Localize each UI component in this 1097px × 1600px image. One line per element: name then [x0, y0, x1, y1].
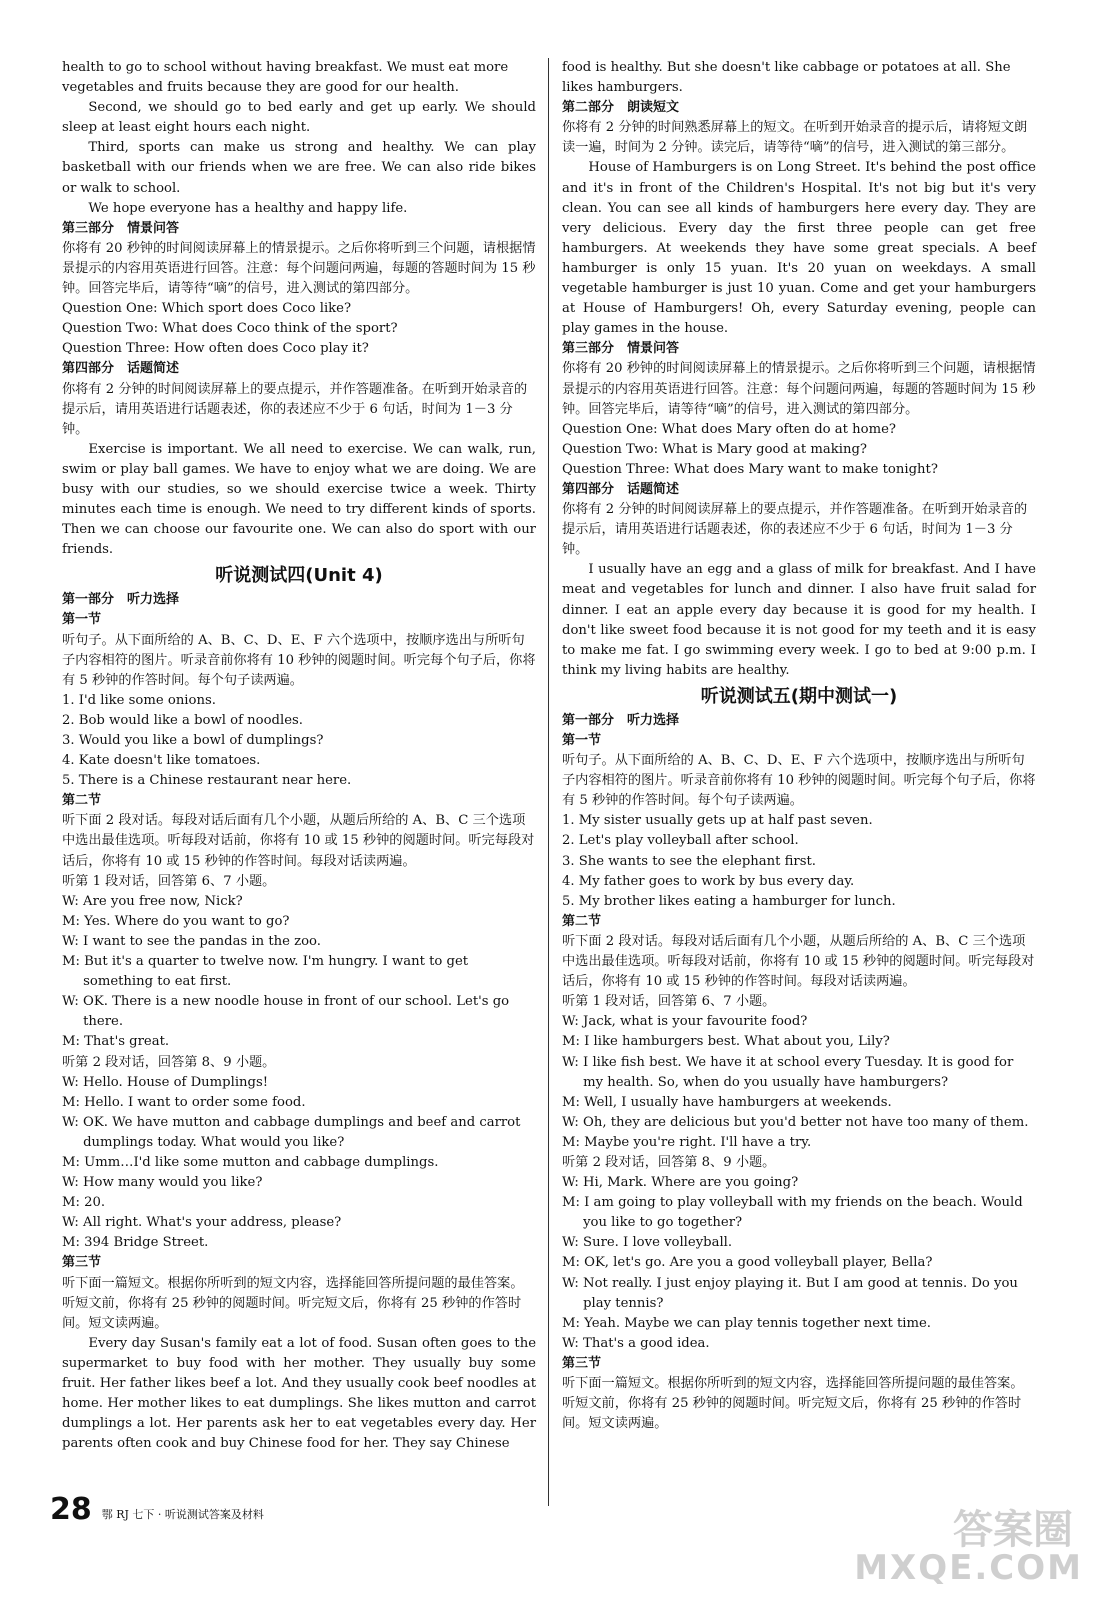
dialogue-line: M: 394 Bridge Street.	[62, 1235, 209, 1251]
watermark-text: MXQE.COM	[854, 1548, 1083, 1588]
dialogue-line: W: Are you free now, Nick?	[62, 893, 243, 909]
section-heading: 第三节	[562, 1355, 602, 1371]
text-line: health to go to school without having breakfast. We must eat more vegetables and fruits because they are good for our health.	[62, 60, 509, 96]
text-line: Question One: Which sport does Coco like?	[62, 301, 352, 317]
dialogue-line: W: Not really. I just enjoy playing it. But I am good at tennis. Do you play tennis?	[562, 1275, 1018, 1311]
text-line: 3. She wants to see the elephant first.	[562, 853, 816, 869]
section-heading: 第三节	[62, 1255, 102, 1271]
dialogue-line: M: But it's a quarter to twelve now. I'm hungry. I want to get something to eat first.	[62, 954, 469, 990]
section-heading: 第二部分 朗读短文	[562, 100, 680, 116]
dialogue-line: W: That's a good idea.	[562, 1335, 710, 1351]
text-line: Question Three: What does Mary want to make tonight?	[562, 461, 938, 477]
text-line: 听第 2 段对话，回答第 8、9 小题。	[62, 1054, 276, 1070]
text-line: 你将有 2 分钟的时间阅读屏幕上的要点提示，并作答题准备。在听到开始录音的提示后，请用英语进行话题表述，你的表述应不少于 6 句话，时间为 1－3 分钟。	[562, 502, 1028, 558]
dialogue-line: M: Maybe you're right. I'll have a try.	[562, 1134, 812, 1150]
text-line: 听下面 2 段对话。每段对话后面有几个小题，从题后所给的 A、B、C 三个选项中选出最佳选项。听每段对话前，你将有 10 或 15 秒钟的阅题时间。听完每段对话后，你将有 10 或 15 秒钟的作答时间。每段对话读两遍。	[62, 813, 535, 869]
dialogue-line: W: I want to see the pandas in the zoo.	[62, 933, 321, 949]
page-number: 28	[50, 1492, 92, 1527]
paragraph: Third, sports can make us strong and healthy. We can play basketball with our friends when we are free. We can also ride bikes or walk to school.	[62, 140, 536, 196]
dialogue-line: M: That's great.	[62, 1034, 170, 1050]
text-line: Question One: What does Mary often do at home?	[562, 421, 896, 437]
dialogue-line: M: I am going to play volleyball with my friends on the beach. Would you like to go together?	[562, 1195, 1023, 1231]
text-line: 听句子。从下面所给的 A、B、C、D、E、F 六个选项中，按顺序选出与所听句子内容相符的图片。听录音前你将有 10 秒钟的阅题时间。听完每个句子后，你将有 5 秒钟的作答时间。每个句子读两遍。	[62, 632, 536, 688]
dialogue-line: W: Jack, what is your favourite food?	[562, 1014, 808, 1030]
paragraph: Every day Susan's family eat a lot of food. Susan often goes to the supermarket to buy food with her mother. They usually buy some fruit. Her father likes beef a lot. And they usually cook beef noodles at home. Her mother likes to eat dumplings. She likes mutton and carrot dumplings a lot. Her parents ask her to eat vegetables every day. Her parents often cook and buy Chinese food for her. They say Chinese	[62, 1335, 536, 1452]
dialogue-line: W: All right. What's your address, please?	[62, 1215, 342, 1231]
text-line: 听下面一篇短文。根据你所听到的短文内容，选择能回答所提问题的最佳答案。听短文前，你将有 25 秒钟的阅题时间。听完短文后，你将有 25 秒钟的作答时间。短文读两遍。	[62, 1275, 524, 1331]
text-line: 你将有 2 分钟的时间阅读屏幕上的要点提示，并作答题准备。在听到开始录音的提示后，请用英语进行话题表述，你的表述应不少于 6 句话，时间为 1－3 分钟。	[62, 381, 528, 437]
text-line: 听第 1 段对话，回答第 6、7 小题。	[62, 873, 276, 889]
text-line: 5. My brother likes eating a hamburger for lunch.	[562, 893, 896, 909]
dialogue-line: W: How many would you like?	[62, 1175, 263, 1191]
text-line: 听第 1 段对话，回答第 6、7 小题。	[562, 994, 776, 1010]
section-heading: 第一部分 听力选择	[62, 592, 180, 608]
section-heading: 第二节	[562, 913, 602, 929]
text-line: 4. My father goes to work by bus every day.	[562, 873, 855, 889]
text-line: 1. I'd like some onions.	[62, 692, 216, 708]
text-line: 5. There is a Chinese restaurant near here.	[62, 773, 352, 789]
text-line: 你将有 20 秒钟的时间阅读屏幕上的情景提示。之后你将听到三个问题，请根据情景提示的内容用英语进行回答。注意：每个问题问两遍，每题的答题时间为 15 秒钟。回答完毕后，请等待“嘀”的信号，进入测试的第四部分。	[62, 240, 536, 297]
dialogue-line: W: OK. There is a new noodle house in front of our school. Let's go there.	[62, 994, 510, 1030]
dialogue-line: W: Oh, they are delicious but you'd better not have too many of them.	[562, 1114, 1029, 1130]
dialogue-line: W: Hello. House of Dumplings!	[62, 1074, 269, 1090]
dialogue-line: W: Sure. I love volleyball.	[562, 1235, 733, 1251]
text-line: Question Three: How often does Coco play it?	[62, 341, 369, 357]
text-line: 听第 2 段对话，回答第 8、9 小题。	[562, 1154, 776, 1170]
text-line: 你将有 20 秒钟的时间阅读屏幕上的情景提示。之后你将听到三个问题，请根据情景提示的内容用英语进行回答。注意：每个问题问两遍，每题的答题时间为 15 秒钟。回答完毕后，请等待“嘀”的信号，进入测试的第四部分。	[562, 361, 1036, 417]
text-line: 你将有 2 分钟的时间熟悉屏幕上的短文。在听到开始录音的提示后，请将短文朗读一遍，时间为 2 分钟。读完后，请等待“嘀”的信号，进入测试的第三部分。	[562, 120, 1028, 156]
section-heading: 第四部分 话题简述	[562, 481, 680, 497]
text-line: Question Two: What is Mary good at making?	[562, 441, 867, 457]
test-title: 听说测试四(Unit 4)	[215, 565, 383, 587]
footer-caption: 鄂 RJ 七下 · 听说测试答案及材料	[101, 1508, 264, 1521]
dialogue-line: M: I like hamburgers best. What about you, Lily?	[562, 1034, 890, 1050]
text-line: 3. Would you like a bowl of dumplings?	[62, 733, 324, 748]
paragraph: We hope everyone has a healthy and happy life.	[88, 200, 408, 216]
column-divider	[548, 58, 549, 1506]
paragraph: House of Hamburgers is on Long Street. It's behind the post office and it's in front of the Children's Hospital. It's not big but it's very clean. You can see all kinds of hamburgers here every day. They are very delicious. Every day the first three people can get free hamburgers. At weekends they have some great specials. A beef hamburger is only 15 yuan. It's 20 yuan on weekdays. A small vegetable hamburger is just 10 yuan. Come and get your hamburgers at House of Hamburgers! Oh, every Saturday evening, people can play games in the house.	[562, 160, 1036, 337]
watermark-icon: 答案圈	[953, 1507, 1073, 1553]
paragraph: I usually have an egg and a glass of milk for breakfast. And I have meat and vegetables for lunch and dinner. I also have fruit salad for dinner. I eat an apple every day because it is good for my health. I don't like sweet food because it is not good for my teeth and it is easy to make me fat. I go swimming every week. I go to bed at 9:00 p.m. I think my living habits are healthy.	[562, 562, 1036, 678]
dialogue-line: M: Well, I usually have hamburgers at weekends.	[562, 1094, 892, 1110]
dialogue-line: M: Yes. Where do you want to go?	[62, 913, 290, 929]
text-line: 听下面一篇短文。根据你所听到的短文内容，选择能回答所提问题的最佳答案。听短文前，你将有 25 秒钟的阅题时间。听完短文后，你将有 25 秒钟的作答时间。短文读两遍。	[562, 1376, 1024, 1432]
dialogue-line: M: Yeah. Maybe we can play tennis together next time.	[562, 1315, 931, 1331]
text-line: 听下面 2 段对话。每段对话后面有几个小题，从题后所给的 A、B、C 三个选项中选出最佳选项。听每段对话前，你将有 10 或 15 秒钟的阅题时间。听完每段对话后，你将有 10 或 15 秒钟的作答时间。每段对话读两遍。	[562, 933, 1035, 990]
text-line: Question Two: What does Coco think of the sport?	[62, 321, 398, 337]
left-column	[62, 58, 536, 1454]
paragraph: Exercise is important. We all need to exercise. We can walk, run, swim or play ball games. We have to enjoy what we are doing. We are busy with our studies, so we should exercise twice a week. Thirty minutes each time is enough. We need to try different kinds of sports. Then we can choose our favourite one. We can also do sport with our friends.	[62, 441, 536, 558]
text-line: food is healthy. But she doesn't like cabbage or potatoes at all. She likes hamburgers.	[562, 60, 1011, 96]
page-footer	[50, 1492, 264, 1527]
section-heading: 第一节	[62, 612, 102, 628]
text-line: 2. Bob would like a bowl of noodles.	[62, 712, 303, 728]
right-column	[562, 58, 1036, 1434]
dialogue-line: M: 20.	[62, 1195, 106, 1211]
watermark-logo	[854, 1498, 1083, 1588]
dialogue-line: W: I like fish best. We have it at school every Tuesday. It is good for my health. So, when do you usually have hamburgers?	[562, 1054, 1014, 1090]
text-line: 4. Kate doesn't like tomatoes.	[62, 753, 261, 769]
dialogue-line: M: OK, let's go. Are you a good volleyball player, Bella?	[562, 1255, 933, 1271]
text-line: 1. My sister usually gets up at half past seven.	[562, 813, 873, 829]
dialogue-line: M: Umm…I'd like some mutton and cabbage dumplings.	[62, 1154, 439, 1170]
dialogue-line: W: OK. We have mutton and cabbage dumplings and beef and carrot dumplings today. What would you like?	[62, 1114, 521, 1150]
section-heading: 第二节	[62, 793, 102, 809]
section-heading: 第三部分 情景问答	[62, 220, 180, 236]
dialogue-line: M: Hello. I want to order some food.	[62, 1094, 306, 1110]
text-line: 听句子。从下面所给的 A、B、C、D、E、F 六个选项中，按顺序选出与所听句子内容相符的图片。听录音前你将有 10 秒钟的阅题时间。听完每个句子后，你将有 5 秒钟的作答时间。每个句子读两遍。	[562, 753, 1036, 809]
test-title: 听说测试五(期中测试一)	[700, 685, 898, 707]
section-heading: 第三部分 情景问答	[562, 341, 680, 357]
text-line: 2. Let's play volleyball after school.	[562, 833, 799, 849]
section-heading: 第四部分 话题简述	[62, 361, 180, 377]
dialogue-line: W: Hi, Mark. Where are you going?	[562, 1175, 799, 1191]
section-heading: 第一部分 听力选择	[562, 712, 680, 728]
section-heading: 第一节	[562, 733, 602, 748]
paragraph: Second, we should go to bed early and get up early. We should sleep at least eight hours each night.	[62, 100, 536, 136]
